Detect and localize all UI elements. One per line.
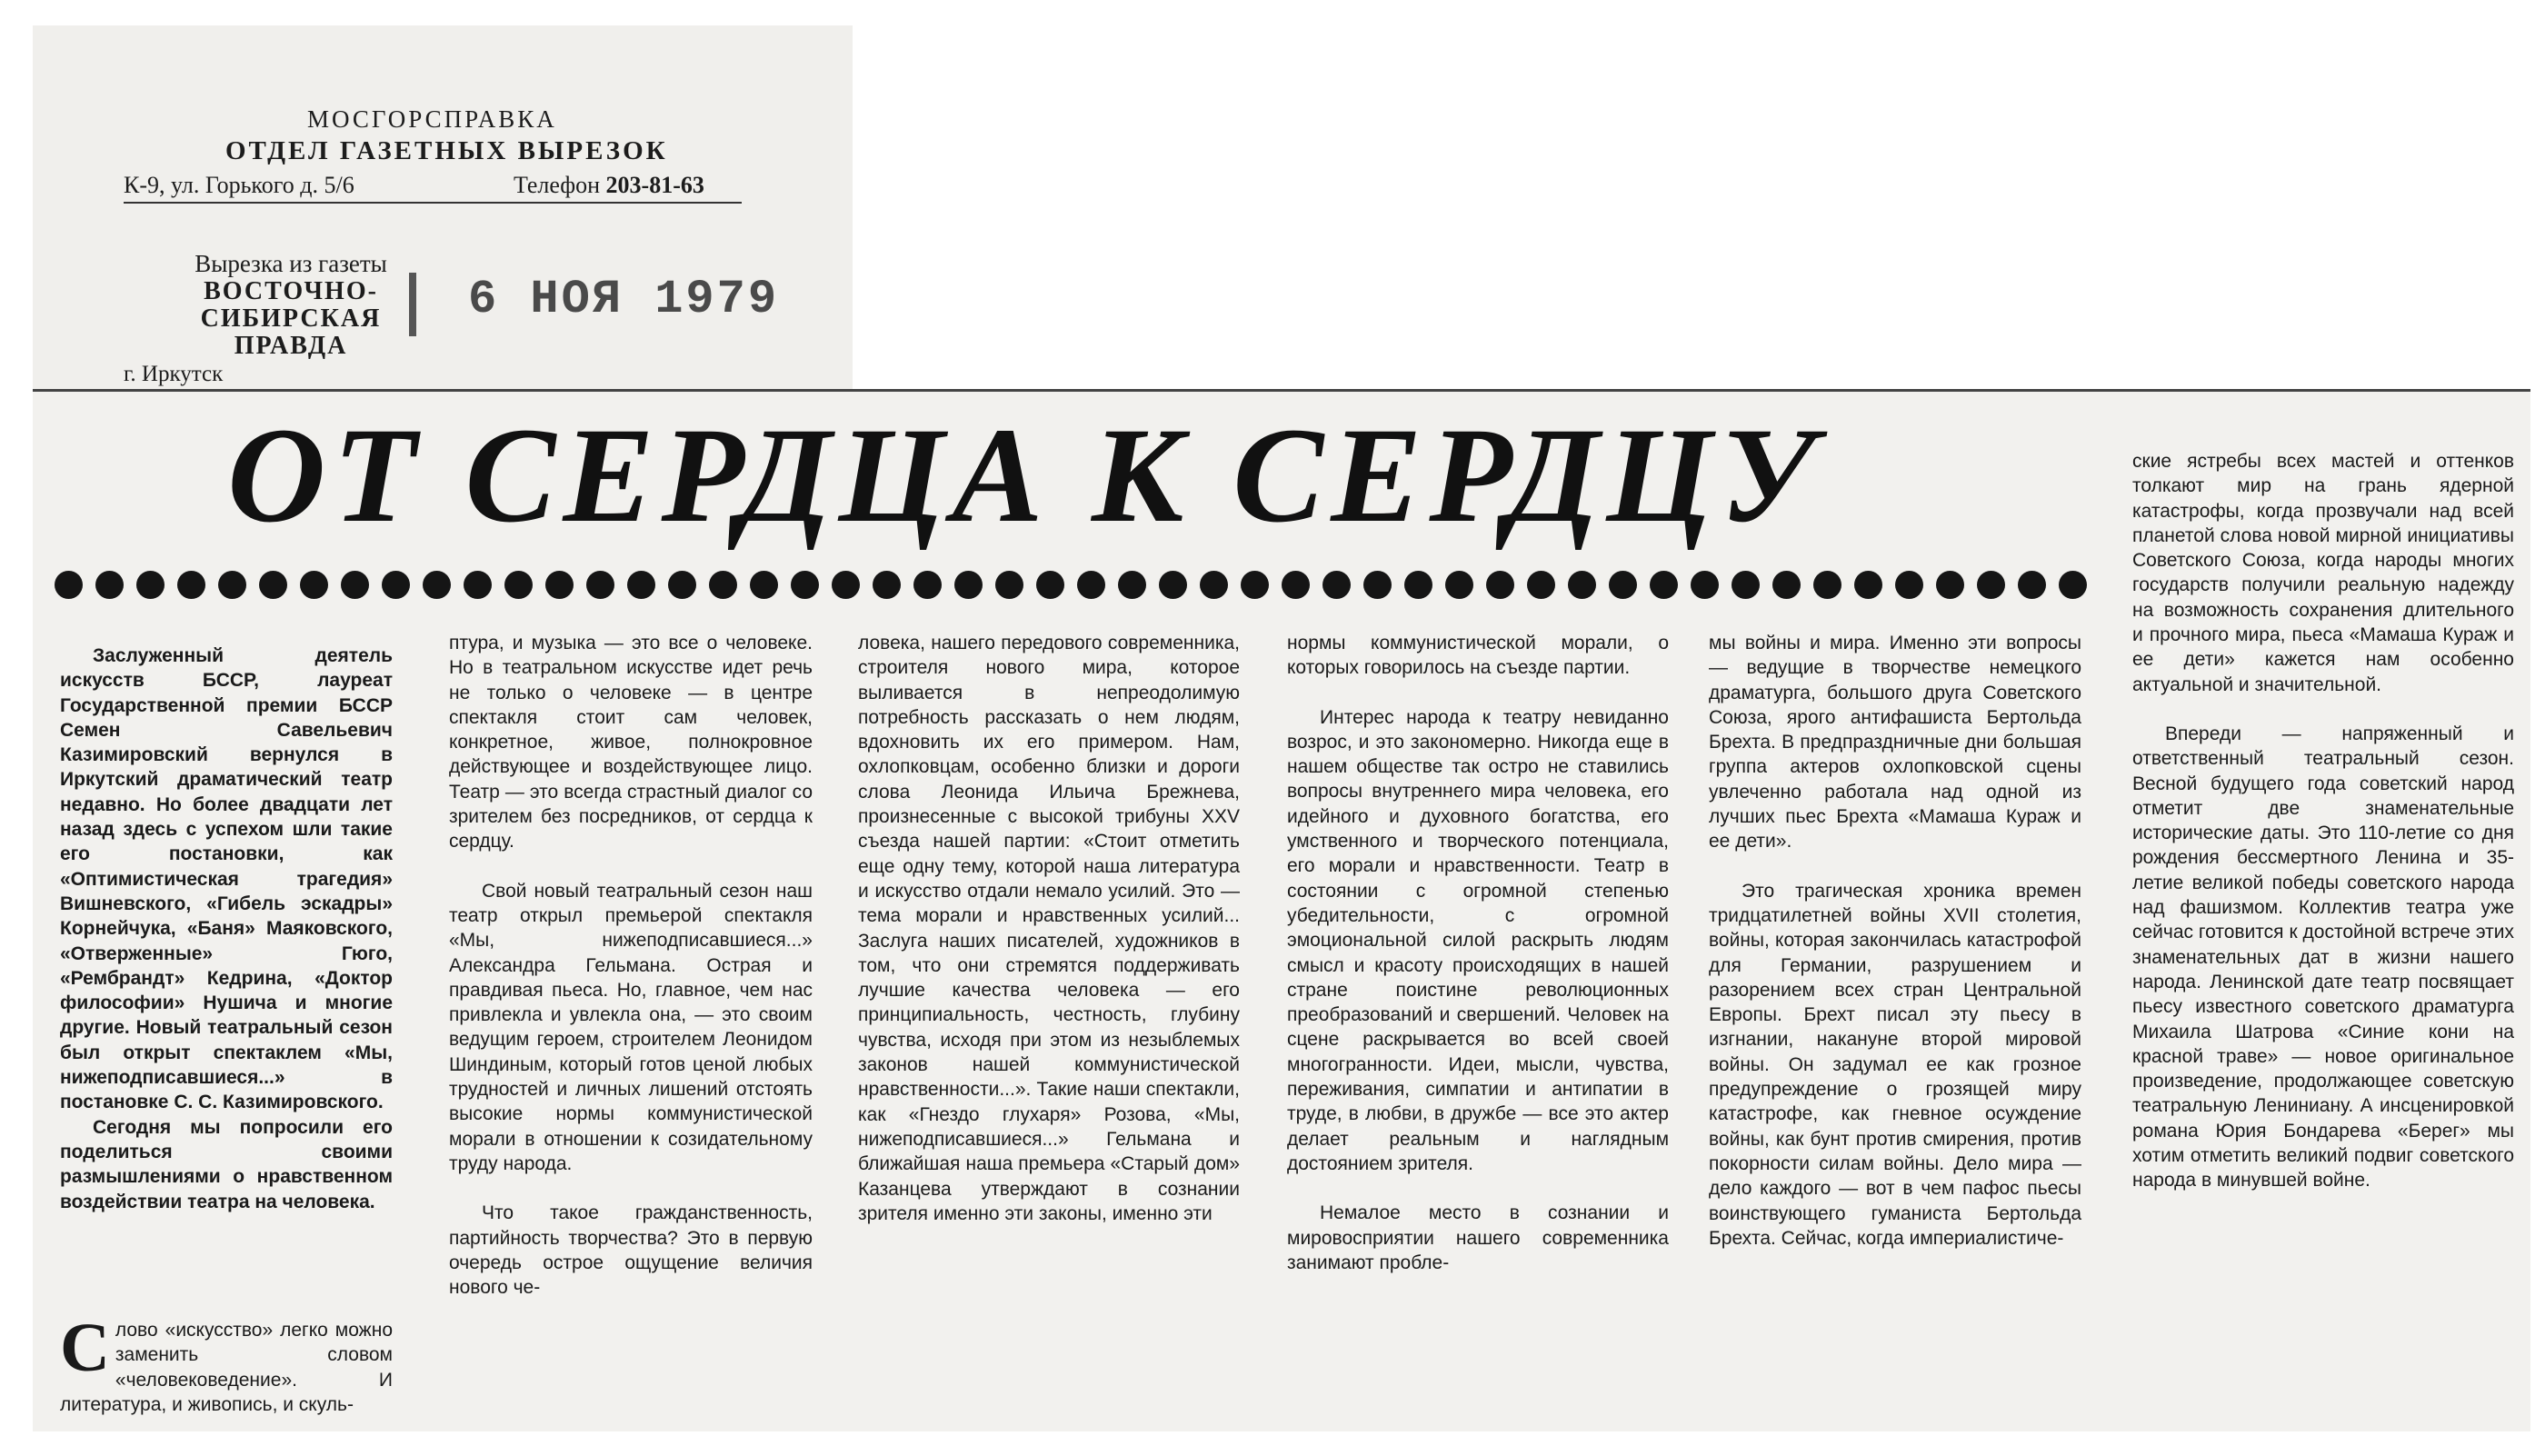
article-column-1 [60, 643, 393, 1214]
divider-dot [791, 571, 819, 599]
divider-dot [1568, 571, 1596, 599]
body-paragraph: Это трагическая хроника времен тридцатилетней войны XVII столетия, войны, которая закончилась катастрофой для Германии, разрушением и разорением всех стран Центральной Европы. Брехт писал эту пьесу в изгнании, накануне второй мировой войны. Он задумал ее как грозное предупреждение о грозящей миру катастрофе, как гневное осуждение войны, как бунт против смирения, против покорности силам войны. Дело мира — дело каждого — вот в чем пафос пьесы воинствующего гуманиста Бертольда Брехта. Сейчас, когда империалистиче- [1709, 880, 2081, 1249]
divider-dot [423, 571, 451, 599]
newspaper-name-2: СИБИРСКАЯ [200, 304, 382, 333]
divider-dot [1691, 571, 1719, 599]
divider-dot [504, 571, 533, 599]
divider-dot [954, 571, 983, 599]
divider-dot [1732, 571, 1760, 599]
divider-dot [218, 571, 246, 599]
department-name: ОТДЕЛ ГАЗЕТНЫХ ВЫРЕЗОК [225, 136, 668, 165]
body-paragraph: птура, и музыка — это все о человеке. Но в театральном искусстве идет речь не только о человеке — в центре спектакля стоит сам человек, конкретное, живое, полнокровное действующее и воздействующее лицо. Театр — это всегда страстный диалог со зрителем без посредников, от сердца к сердцу. [449, 633, 813, 853]
article-column-1-body [60, 1310, 393, 1417]
divider-dot [1404, 571, 1432, 599]
divider-dot [1200, 571, 1228, 599]
body-paragraph: Интерес народа к театру невиданно возрос, и это закономерно. Никогда еще в нашем обществе так остро не ставились вопросы внутреннего мира человека, его идейного и духовного богатства, его умственного и творческого потенциала, его морали и нравственности. Театр в состоянии с огромной степенью убедительности, с огромной эмоциональной силой раскрыть людям смысл и красоту происходящих в нашей стране поистине революционных преобразований и свершений. Человек на сцене раскрывается во всей своей многогранности. Идеи, мысли, чувства, переживания, симпатии и антипатии в труде, в любви, в дружбе — все это актер делает реальным и наглядным достоянием зрителя. [1287, 706, 1669, 1174]
divider-dot [1854, 571, 1882, 599]
newspaper-name-3: ПРАВДА [234, 332, 348, 360]
address-underline [124, 202, 742, 204]
divider-dot [2059, 571, 2087, 599]
divider-dot [1363, 571, 1392, 599]
dotted-divider [55, 565, 2087, 603]
divider-dot [1527, 571, 1555, 599]
divider-dot [750, 571, 778, 599]
body-paragraph: Впереди — напряженный и ответственный театральный сезон. Весной будущего года советский народ отметит две знаменательные исторические даты. Это 110-летие со дня рождения бессмертного Ленина и 35-летие великой победы советского народа над фашизмом. Коллектив театра уже сейчас готовится к достойной встрече этих знаменательных дат в жизни нашего народа. Ленинской дате театр посвящает пьесу известного советского драматурга Михаила Шатрова «Синие кони на красной траве» — новое оригинальное произведение, продолжающее советскую театральную Лениниану. А инсценировкой романа Юрия Бондарева «Берег» мы хотим отметить великий подвиг советского народа в минувшей войне. [2132, 723, 2514, 1192]
divider-dot [913, 571, 942, 599]
date-stamp: 6 НОЯ 1979 [468, 273, 780, 326]
lead-paragraph: Заслуженный деятель искусств БССР, лауреат Государственной премии БССР Семен Савельевич Казимировский вернулся в Иркутский драматический театр недавно. Но более двадцати лет назад здесь с успехом шли такие его постановки, как «Оптимистическая трагедия» Вишневского, «Гибель эскадры» Корнейчука, «Баня» Маяковского, «Отверженные» Гюго, «Рембрандт» Кедрина, «Доктор философии» Нушича и многие другие. Новый театральный сезон был открыт спектаклем «Мы, нижеподписавшиеся...» в постановке С. С. Казимировского. [60, 645, 393, 1113]
divider-dot [832, 571, 860, 599]
divider-dot [259, 571, 287, 599]
body-paragraph: Немалое место в сознании и мировосприятии нашего современника занимают пробле- [1287, 1202, 1669, 1273]
divider-dot [627, 571, 655, 599]
divider-dot [382, 571, 410, 599]
divider-dot [1241, 571, 1269, 599]
divider-dot [2018, 571, 2046, 599]
lead-paragraph-2: Сегодня мы попросили его поделиться своими размышлениями о нравственном воздействии театра на человека. [60, 1116, 393, 1212]
divider-dot [300, 571, 328, 599]
divider-dot [464, 571, 492, 599]
divider-dot [586, 571, 614, 599]
body-paragraph: лово «искусство» легко можно заменить словом «человековедение». И литература, и живопись, и скуль- [60, 1320, 393, 1415]
article-column-3 [858, 631, 1240, 1226]
body-paragraph: нормы коммунистической морали, о которых говорилось на съезде партии. [1287, 633, 1669, 679]
body-paragraph: Свой новый театральный сезон наш театр открыл премьерой спектакля «Мы, нижеподписавшиеся...» Александра Гельмана. Острая и правдивая пьеса. Но, главное, чем нас привлекла и увлекла она, — это своим ведущим героем, строителем Леонидом Шиндиным, который готов ценой любых трудностей и личных лишений отстоять высокие нормы коммунистической морали в отношении к созидательному труду народа. [449, 880, 813, 1174]
article-column-6 [2132, 449, 2514, 1193]
divider-dot [995, 571, 1023, 599]
divider-dot [709, 571, 737, 599]
article-column-5 [1709, 631, 2081, 1251]
divider-dot [1159, 571, 1187, 599]
divider-dot [1650, 571, 1678, 599]
stamp-mark [409, 273, 416, 336]
bureau-phone [514, 172, 704, 199]
article-column-2 [449, 631, 813, 1300]
divider-dot [1118, 571, 1146, 599]
bureau-address: К-9, ул. Горького д. 5/6 [124, 172, 354, 198]
divider-dot [1936, 571, 1964, 599]
divider-dot [1895, 571, 1923, 599]
body-paragraph: мы войны и мира. Именно эти вопросы — ведущие в творчестве немецкого драматурга, большого друга Советского Союза, ярого антифашиста Бертольда Брехта. В предпраздничные дни большая группа актеров охлопковской сцены увлеченно работала над одной из лучших пьес Брехта «Мамаша Кураж и ее дети». [1709, 633, 2081, 853]
newspaper-name-1: ВОСТОЧНО- [204, 277, 378, 305]
divider-dot [1772, 571, 1801, 599]
body-paragraph: ловека, нашего передового современника, строителя нового мира, которое выливается в непреодолимую потребность рассказать о нем людям, вдохновить их его примером. Нам, охлопковцам, особенно близки и дороги слова Леонида Ильича Брежнева, произнесенные с высокой трибуны XXV съезда нашей партии: «Стоит отметить еще одну тему, которой наша литература и искусство отдали немало усилий. Это — тема морали и нравственных усилий... Заслуга наших писателей, художников в том, что они стремятся поддерживать лучшие качества человека — его принципиальность, честность, глубину чувства, исходя при этом из незыблемых законов нашей коммунистической нравственности...». Такие наши спектакли, как «Гнездо глухаря» Розова, «Мы, нижеподписавшиеся...» Гельмана и ближайшая наша премьера «Старый дом» Казанцева утверждают в сознании зрителя именно эти законы, именно эти [858, 633, 1240, 1224]
divider-dot [1977, 571, 2005, 599]
phone-number: 203-81-63 [605, 172, 704, 198]
article-lead [60, 643, 393, 1214]
drop-cap: С [60, 1310, 110, 1386]
divider-dot [1322, 571, 1351, 599]
divider-dot [1445, 571, 1473, 599]
divider-dot [177, 571, 205, 599]
divider-dot [668, 571, 696, 599]
divider-dot [873, 571, 901, 599]
divider-dot [1282, 571, 1310, 599]
city-label: г. Иркутск [124, 362, 224, 386]
body-paragraph: ские ястребы всех мастей и оттенков толкают мир на грань ядерной катастрофы, когда прозвучали над всей планетой слова новой мирной инициативы Советского Союза, когда народы многих государств получили реальную надежду на возможность сохранения длительного и прочного мира, пьеса «Мамаша Кураж и ее дети» кажется нам особенно актуальной и значительной. [2132, 451, 2514, 695]
divider-dot [1609, 571, 1637, 599]
article-column-4 [1287, 631, 1669, 1275]
bureau-name: МОСГОРСПРАВКА [307, 105, 557, 133]
divider-dot [341, 571, 369, 599]
divider-dot [1077, 571, 1105, 599]
clip-label: Вырезка из газеты [195, 250, 387, 277]
divider-dot [55, 571, 83, 599]
header-divider [33, 389, 2530, 392]
phone-label: Телефон [514, 172, 601, 198]
divider-dot [95, 571, 124, 599]
divider-dot [1036, 571, 1064, 599]
divider-dot [1813, 571, 1841, 599]
divider-dot [136, 571, 165, 599]
divider-dot [545, 571, 574, 599]
body-paragraph: Что такое гражданственность, партийность творчества? Это в первую очередь острое ощущение величия нового че- [449, 1202, 813, 1299]
divider-dot [1486, 571, 1514, 599]
clip-source [155, 250, 427, 360]
article-headline: ОТ СЕРДЦА К СЕРДЦУ [227, 400, 1822, 551]
